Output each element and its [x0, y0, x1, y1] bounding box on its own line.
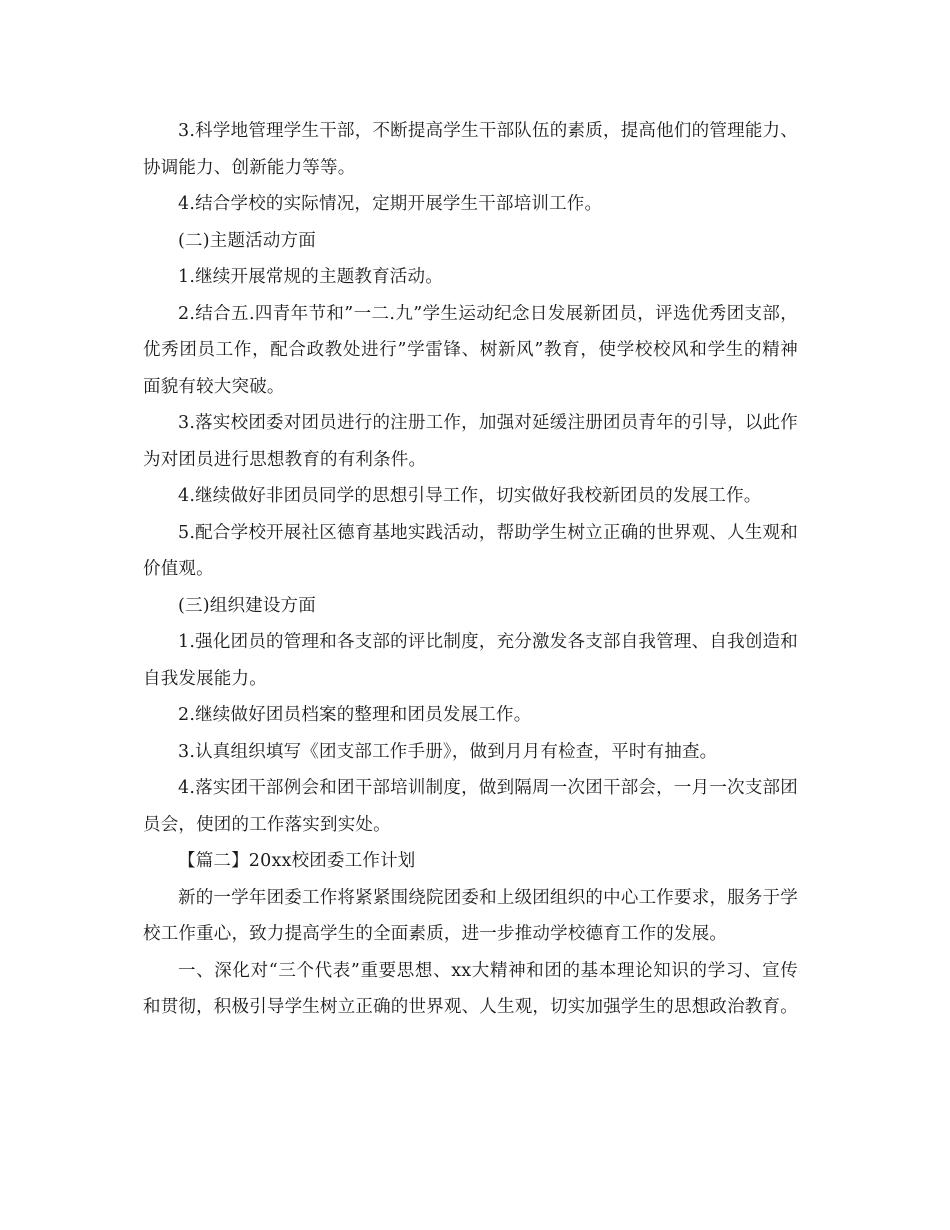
- paragraph-registration: 3.落实校团委对团员进行的注册工作，加强对延缓注册团员青年的引导，以此作为对团员进行思想教育的有利条件。: [143, 413, 798, 470]
- paragraph-cadre-management: 3.科学地管理学生干部，不断提高学生干部队伍的素质，提高他们的管理能力、协调能力、创新能力等等。: [143, 121, 798, 178]
- paragraph-new-members: 2.结合五.四青年节和”一二.九”学生运动纪念日发展新团员，评选优秀团支部，优秀团员工作，配合政教处进行”学雷锋、树新风”教育，使学校校风和学生的精神面貌有较大突破。: [143, 303, 798, 397]
- section-heading-theme-activities: (二)主题活动方面: [178, 230, 316, 251]
- paragraph-archives: 2.继续做好团员档案的整理和团员发展工作。: [178, 705, 532, 725]
- paragraph-work-manual: 3.认真组织填写《团支部工作手册》，做到月月有检查，平时有抽查。: [178, 741, 718, 762]
- paragraph-cadre-meetings: 4.落实团干部例会和团干部培训制度，做到隔周一次团干部会，一月一次支部团员会，使团的工作落实到实处。: [143, 778, 798, 835]
- paragraph-new-year-intro: 新的一学年团委工作将紧紧围绕院团委和上级团组织的中心工作要求，服务于学校工作重心，致力提高学生的全面素质，进一步推动学校德育工作的发展。: [143, 887, 798, 944]
- paragraph-evaluation-system: 1.强化团员的管理和各支部的评比制度，充分激发各支部自我管理、自我创造和自我发展能力。: [143, 632, 798, 689]
- document-body: [143, 113, 798, 1026]
- paragraph-theme-education: 1.继续开展常规的主题教育活动。: [178, 267, 443, 287]
- paragraph-community-practice: 5.配合学校开展社区德育基地实践活动，帮助学生树立正确的世界观、人生观和价值观。: [143, 522, 798, 579]
- paragraph-cadre-training: 4.结合学校的实际情况，定期开展学生干部培训工作。: [178, 194, 603, 214]
- section-heading-organization: (三)组织建设方面: [178, 595, 316, 616]
- part-two-title: 【篇二】20xx校团委工作计划: [178, 851, 416, 871]
- paragraph-ideological-education: 一、深化对“三个代表”重要思想、xx大精神和团的基本理论知识的学习、宣传和贯彻，积极引导学生树立正确的世界观、人生观，切实加强学生的思想政治教育。: [143, 960, 798, 1017]
- paragraph-non-member-guidance: 4.继续做好非团员同学的思想引导工作，切实做好我校新团员的发展工作。: [178, 486, 762, 506]
